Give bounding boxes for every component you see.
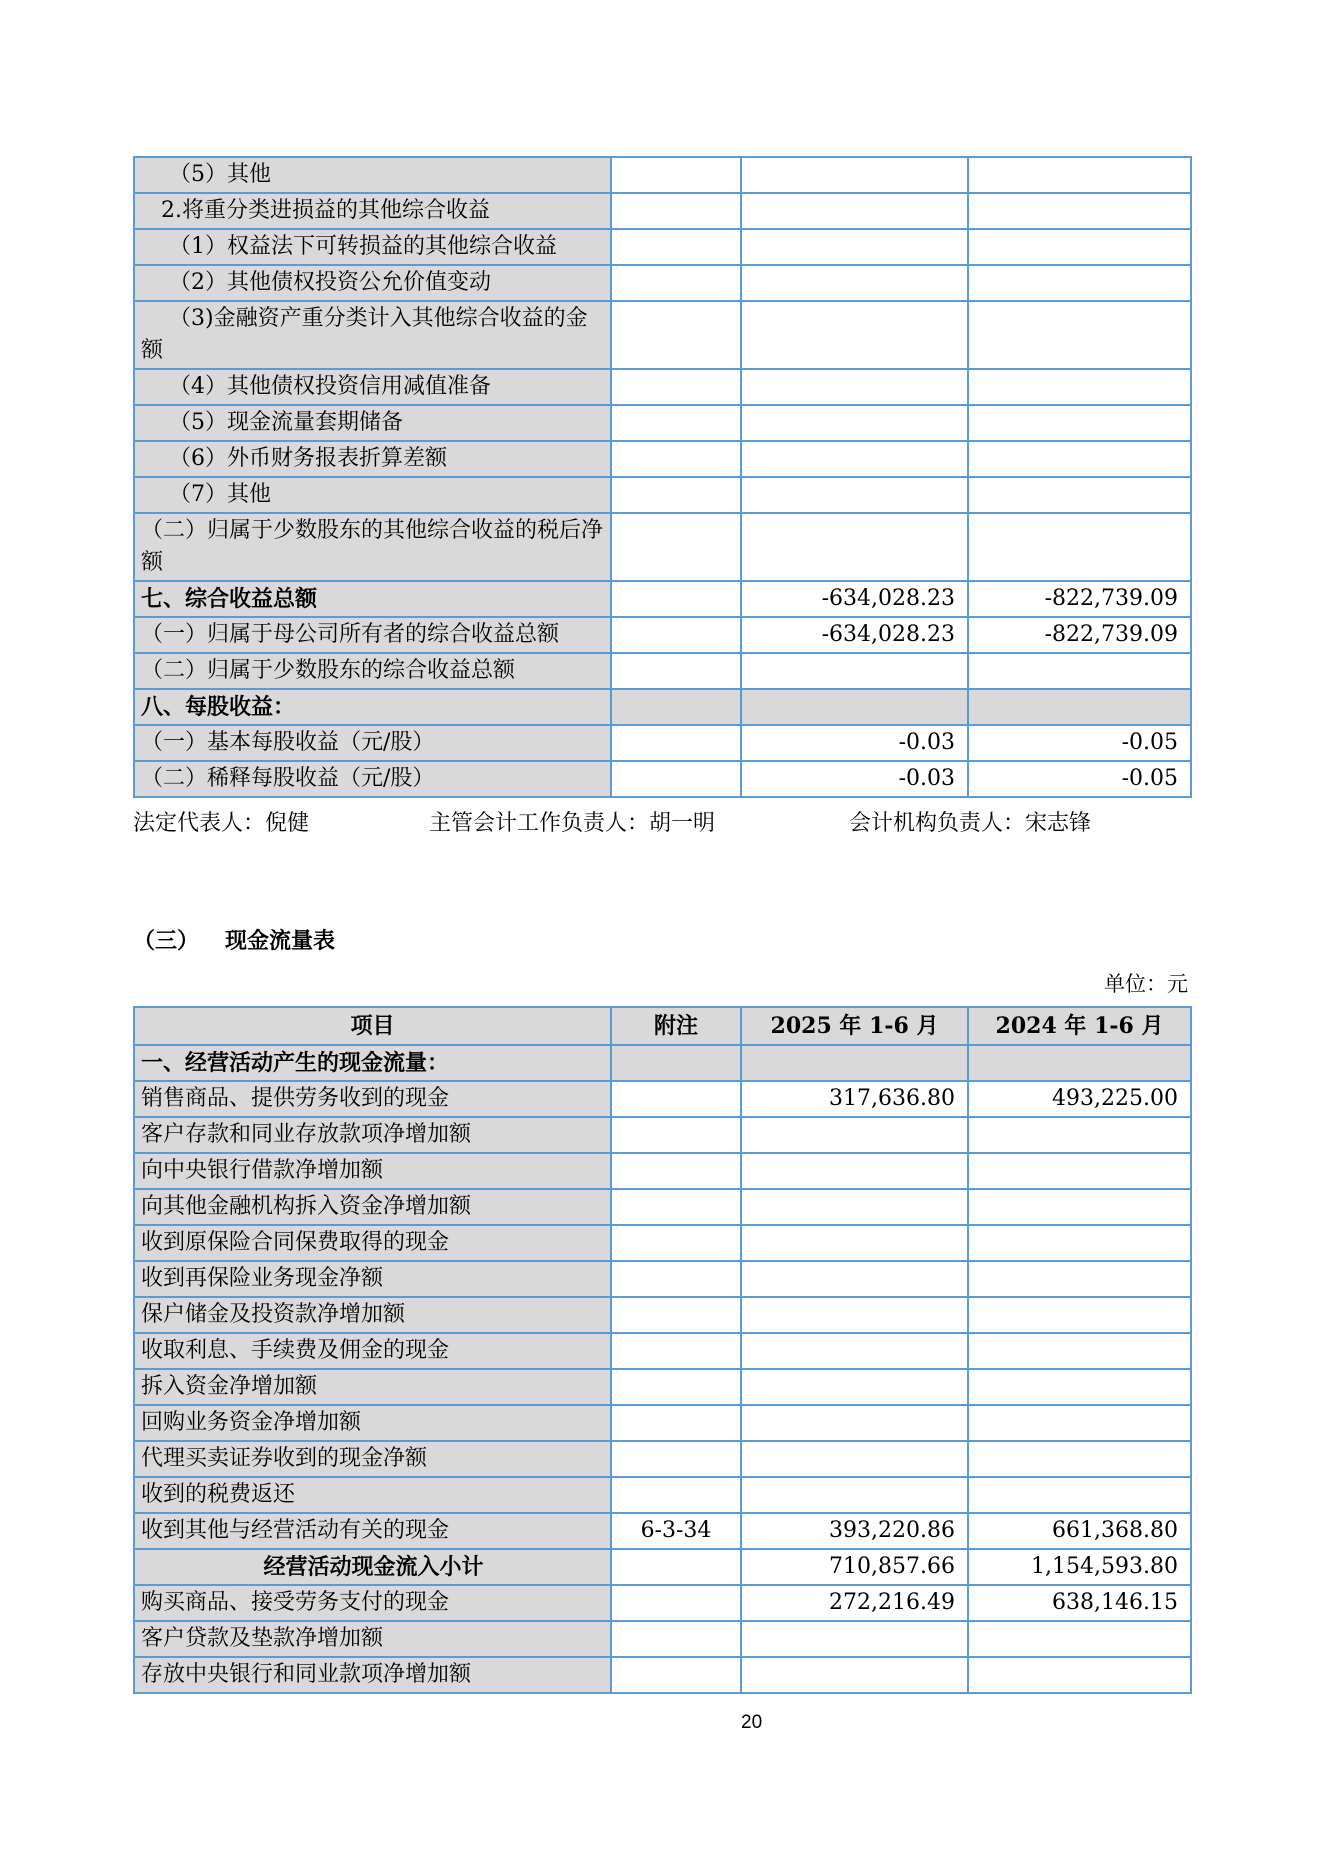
value-2024-cell [968, 477, 1191, 513]
note-cell [611, 1585, 741, 1621]
value-2024-cell [968, 1333, 1191, 1369]
note-cell [611, 1549, 741, 1585]
header-2025: 2025 年 1-6 月 [741, 1007, 968, 1045]
row-label-cell: （6）外币财务报表折算差额 [134, 441, 611, 477]
note-cell [611, 1477, 741, 1513]
value-2024-cell: 493,225.00 [968, 1081, 1191, 1117]
row-label-cell: 收取利息、手续费及佣金的现金 [134, 1333, 611, 1369]
table-row [134, 1585, 1191, 1621]
page-content [133, 0, 1190, 1736]
note-cell [611, 157, 741, 193]
note-cell [611, 1261, 741, 1297]
table-row [134, 477, 1191, 513]
cash-flow-table [133, 1006, 1192, 1694]
value-2024-cell [968, 369, 1191, 405]
table-row [134, 1153, 1191, 1189]
row-label-cell: （4）其他债权投资信用减值准备 [134, 369, 611, 405]
value-2025-cell: 393,220.86 [741, 1513, 968, 1549]
table-row [134, 725, 1191, 761]
row-label-cell: 2.将重分类进损益的其他综合收益 [134, 193, 611, 229]
table-row [134, 761, 1191, 797]
value-2025-cell [741, 1045, 968, 1081]
value-2025-cell [741, 1657, 968, 1693]
table-row [134, 689, 1191, 725]
row-label-cell: 收到其他与经营活动有关的现金 [134, 1513, 611, 1549]
note-cell [611, 689, 741, 725]
value-2025-cell [741, 1369, 968, 1405]
value-2025-cell [741, 193, 968, 229]
value-2024-cell [968, 405, 1191, 441]
note-cell [611, 265, 741, 301]
value-2024-cell [968, 265, 1191, 301]
note-cell [611, 369, 741, 405]
table-row [134, 1621, 1191, 1657]
value-2025-cell [741, 1621, 968, 1657]
note-cell [611, 653, 741, 689]
value-2024-cell: 1,154,593.80 [968, 1549, 1191, 1585]
header-2024: 2024 年 1-6 月 [968, 1007, 1191, 1045]
note-cell [611, 301, 741, 369]
note-cell [611, 229, 741, 265]
value-2024-cell: 638,146.15 [968, 1585, 1191, 1621]
table-row [134, 157, 1191, 193]
value-2024-cell [968, 1153, 1191, 1189]
value-2024-cell [968, 1657, 1191, 1693]
note-cell [611, 441, 741, 477]
table-row [134, 265, 1191, 301]
table-row [134, 1477, 1191, 1513]
value-2025-cell [741, 1297, 968, 1333]
table-row [134, 1369, 1191, 1405]
note-cell [611, 477, 741, 513]
note-cell: 6-3-34 [611, 1513, 741, 1549]
note-cell [611, 617, 741, 653]
accounting-department-head: 会计机构负责人：宋志锋 [849, 811, 1092, 836]
row-label-cell: 回购业务资金净增加额 [134, 1405, 611, 1441]
table-row [134, 301, 1191, 369]
row-label-cell: （1）权益法下可转损益的其他综合收益 [134, 229, 611, 265]
header-item: 项目 [134, 1007, 611, 1045]
table-row [134, 1405, 1191, 1441]
note-cell [611, 193, 741, 229]
value-2025-cell: 317,636.80 [741, 1081, 968, 1117]
row-label-cell: 一、经营活动产生的现金流量： [134, 1045, 611, 1081]
value-2025-cell [741, 1477, 968, 1513]
income-statement-table [133, 156, 1192, 798]
value-2025-cell: -0.03 [741, 725, 968, 761]
value-2024-cell [968, 193, 1191, 229]
row-label-cell: 八、每股收益： [134, 689, 611, 725]
note-cell [611, 1369, 741, 1405]
value-2025-cell [741, 1225, 968, 1261]
table-row [134, 653, 1191, 689]
note-cell [611, 1657, 741, 1693]
chief-accounting-officer: 主管会计工作负责人：胡一明 [429, 811, 716, 836]
table-row [134, 193, 1191, 229]
table-header-row [134, 1007, 1191, 1045]
row-label-cell: （3)金融资产重分类计入其他综合收益的金额 [134, 301, 611, 369]
value-2025-cell: 272,216.49 [741, 1585, 968, 1621]
value-2024-cell [968, 157, 1191, 193]
note-cell [611, 1441, 741, 1477]
value-2025-cell [741, 513, 968, 581]
row-label-cell: （一）基本每股收益（元/股） [134, 725, 611, 761]
row-label-cell: 销售商品、提供劳务收到的现金 [134, 1081, 611, 1117]
note-cell [611, 1081, 741, 1117]
value-2024-cell [968, 441, 1191, 477]
value-2025-cell [741, 441, 968, 477]
value-2024-cell [968, 513, 1191, 581]
row-label-cell: 客户贷款及垫款净增加额 [134, 1621, 611, 1657]
value-2024-cell: -822,739.09 [968, 617, 1191, 653]
value-2024-cell [968, 301, 1191, 369]
row-label-cell: 客户存款和同业存放款项净增加额 [134, 1117, 611, 1153]
value-2024-cell [968, 1225, 1191, 1261]
table-row [134, 1513, 1191, 1549]
note-cell [611, 725, 741, 761]
row-label-cell: 收到原保险合同保费取得的现金 [134, 1225, 611, 1261]
value-2025-cell [741, 1153, 968, 1189]
note-cell [611, 581, 741, 617]
note-cell [611, 761, 741, 797]
table-row [134, 229, 1191, 265]
value-2025-cell [741, 1441, 968, 1477]
row-label-cell: 收到的税费返还 [134, 1477, 611, 1513]
section-title: 现金流量表 [225, 928, 336, 954]
table-row [134, 441, 1191, 477]
row-label-cell: （二）归属于少数股东的综合收益总额 [134, 653, 611, 689]
row-label-cell: 存放中央银行和同业款项净增加额 [134, 1657, 611, 1693]
value-2024-cell: -0.05 [968, 761, 1191, 797]
value-2024-cell [968, 1405, 1191, 1441]
value-2024-cell: -0.05 [968, 725, 1191, 761]
value-2025-cell [741, 477, 968, 513]
row-label-cell: 七、综合收益总额 [134, 581, 611, 617]
value-2024-cell [968, 1189, 1191, 1225]
value-2025-cell [741, 405, 968, 441]
value-2024-cell [968, 1477, 1191, 1513]
row-label-cell: 保户储金及投资款净增加额 [134, 1297, 611, 1333]
table-row [134, 1441, 1191, 1477]
table-row [134, 1225, 1191, 1261]
value-2024-cell [968, 1441, 1191, 1477]
table-row [134, 513, 1191, 581]
value-2025-cell [741, 1261, 968, 1297]
value-2025-cell: -634,028.23 [741, 617, 968, 653]
note-cell [611, 1297, 741, 1333]
signature-line [133, 806, 1190, 842]
value-2025-cell [741, 301, 968, 369]
note-cell [611, 1405, 741, 1441]
note-cell [611, 1153, 741, 1189]
note-cell [611, 1117, 741, 1153]
row-label-cell: （5）其他 [134, 157, 611, 193]
value-2024-cell [968, 1117, 1191, 1153]
table-row [134, 1261, 1191, 1297]
note-cell [611, 1189, 741, 1225]
value-2025-cell [741, 689, 968, 725]
row-label-cell: （一）归属于母公司所有者的综合收益总额 [134, 617, 611, 653]
value-2024-cell [968, 653, 1191, 689]
row-label-cell: （二）归属于少数股东的其他综合收益的税后净额 [134, 513, 611, 581]
value-2024-cell: 661,368.80 [968, 1513, 1191, 1549]
value-2025-cell [741, 1333, 968, 1369]
value-2025-cell: 710,857.66 [741, 1549, 968, 1585]
table-row [134, 405, 1191, 441]
value-2025-cell [741, 265, 968, 301]
table-row [134, 617, 1191, 653]
row-label-cell: 购买商品、接受劳务支付的现金 [134, 1585, 611, 1621]
row-label-cell: （5）现金流量套期储备 [134, 405, 611, 441]
value-2024-cell: -822,739.09 [968, 581, 1191, 617]
value-2025-cell [741, 369, 968, 405]
row-label-cell: 经营活动现金流入小计 [134, 1549, 611, 1585]
row-label-cell: 代理买卖证券收到的现金净额 [134, 1441, 611, 1477]
value-2024-cell [968, 689, 1191, 725]
value-2025-cell: -634,028.23 [741, 581, 968, 617]
page-number: 20 [741, 1712, 763, 1733]
row-label-cell: （二）稀释每股收益（元/股） [134, 761, 611, 797]
value-2024-cell [968, 1297, 1191, 1333]
note-cell [611, 1225, 741, 1261]
table-row [134, 1549, 1191, 1585]
row-label-cell: （2）其他债权投资公允价值变动 [134, 265, 611, 301]
row-label-cell: 收到再保险业务现金净额 [134, 1261, 611, 1297]
note-cell [611, 1045, 741, 1081]
section-heading [133, 926, 1190, 956]
value-2025-cell [741, 229, 968, 265]
row-label-cell: 拆入资金净增加额 [134, 1369, 611, 1405]
note-cell [611, 1621, 741, 1657]
table-row [134, 1333, 1191, 1369]
value-2024-cell [968, 1369, 1191, 1405]
value-2025-cell [741, 1117, 968, 1153]
value-2025-cell [741, 1189, 968, 1225]
legal-representative: 法定代表人：倪健 [133, 811, 310, 836]
note-cell [611, 1333, 741, 1369]
note-cell [611, 513, 741, 581]
table-row [134, 1297, 1191, 1333]
table-row [134, 1081, 1191, 1117]
table-row [134, 1117, 1191, 1153]
row-label-cell: 向中央银行借款净增加额 [134, 1153, 611, 1189]
section-number: （三） [133, 928, 200, 954]
row-label-cell: （7）其他 [134, 477, 611, 513]
value-2024-cell [968, 1045, 1191, 1081]
table-row [134, 1189, 1191, 1225]
value-2024-cell [968, 1261, 1191, 1297]
value-2025-cell: -0.03 [741, 761, 968, 797]
value-2025-cell [741, 157, 968, 193]
value-2025-cell [741, 653, 968, 689]
table-row [134, 1657, 1191, 1693]
row-label-cell: 向其他金融机构拆入资金净增加额 [134, 1189, 611, 1225]
value-2025-cell [741, 1405, 968, 1441]
unit-label: 单位：元 [1104, 972, 1188, 996]
table-row [134, 369, 1191, 405]
value-2024-cell [968, 1621, 1191, 1657]
value-2024-cell [968, 229, 1191, 265]
table-row [134, 1045, 1191, 1081]
table-row [134, 581, 1191, 617]
note-cell [611, 405, 741, 441]
header-note: 附注 [611, 1007, 741, 1045]
